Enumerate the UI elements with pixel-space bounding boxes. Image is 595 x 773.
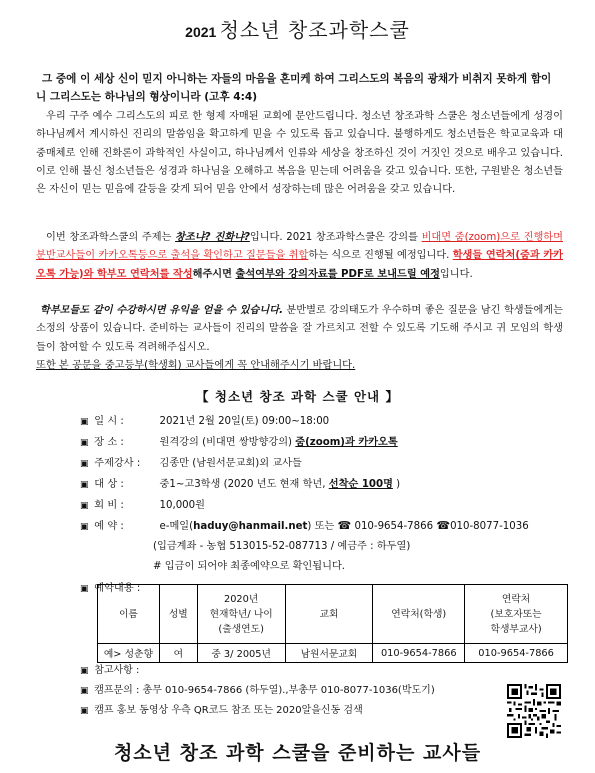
header-line: 현재학년/ 나이 [209,608,273,620]
place-value: 원격강의 (비대면 쌍방향강의) [159,437,296,448]
header-line: 이름 [118,608,138,620]
contact-notice: 학생들 연락처(줌과 카카오톡 가능)와 학부모 연락처를 작성 [36,250,563,280]
theme-paragraph [36,229,563,284]
note-ref [80,661,139,676]
box-bullet: ▣ [80,522,89,532]
pdf-notice: 출석여부와 강의자료를 PDF로 보내드릴 예정 [235,268,440,280]
reserve-phone-1: 010-9654-7866 [351,521,437,532]
phone-icon: ☎ [436,519,451,532]
table-header-row [98,585,568,644]
col-header-church [285,585,373,644]
account-note: # 입금이 되어야 최종예약으로 확인됩니다. [153,561,346,572]
registration-table [97,584,568,663]
header-line: 연락처 [501,593,531,605]
theme-text-f: 해주시면 [192,268,236,280]
page-title [0,14,595,43]
footer-signature: 청소년 창조 과학 스쿨을 준비하는 교사들 [113,742,482,764]
zoom-notice: 비대면 줌(zoom)으로 진행하며 분반교사들이 카카오톡등으로 출석을 확인하고 질문들을 취합 [36,232,563,262]
reserve-phone-2: 010-8077-1036 [450,521,529,532]
header-line: 교회 [319,608,339,620]
theme-text-h: 입니다. [439,268,473,280]
info-speaker [80,454,302,469]
cell-church: 남원서문교회 [285,644,373,663]
box-bullet: ▣ [80,501,89,511]
box-bullet: ▣ [80,480,89,490]
col-header-gender [159,585,197,644]
box-bullet: ▣ [80,459,89,469]
target-limit: 선착순 100명 [328,479,393,490]
info-date [80,412,329,427]
fee-label: 회 비 : [94,500,124,511]
reserve-email[interactable]: haduy@hanmail.net [193,521,308,532]
note-camp [80,681,435,696]
box-bullet: ▣ [80,584,89,594]
guide-title: 【 청소년 창조 과학 스쿨 안내 】 [196,389,399,404]
info-place [80,433,398,448]
info-reserve: ▣ 예 약 : e-메일(haduy@hanmail.net) 또는 ☎ 010-9654-7866 ☎010-8077-1036 [80,519,529,532]
box-bullet: ▣ [80,438,89,448]
theme-title: 창조냐? 진화냐? [175,232,250,243]
col-header-student-contact [373,585,465,644]
title-year: 2021 [185,24,217,40]
qr-code-icon[interactable] [507,684,561,738]
place-label: 장 소 : [94,437,124,448]
target-value: 중1~고3학생 (2020 년도 현재 학년, [159,479,329,490]
note-ref-label: 참고사항 : [94,665,140,676]
header-line: 연락처(학생) [391,608,447,620]
box-bullet: ▣ [80,417,89,427]
cell-name: 예> 성춘향 [98,644,160,663]
parents-notice: 학부모들도 같이 수강하시면 유익을 얻을 수 있습니다. [40,305,283,316]
fee-value: 10,000원 [159,500,205,511]
target-label: 대 상 : [94,479,124,490]
theme-text-a: 이번 창조과학스쿨의 주제는 [46,232,176,243]
reserve-label: 예 약 : [94,521,124,532]
theme-text-d: 하는 식으로 진행될 예정입니다. [308,250,453,262]
header-line: 학생부교사) [490,623,542,635]
header-line: (출생연도) [218,623,264,635]
title-name: 청소년 창조과학스쿨 [219,18,410,42]
col-header-name [98,585,160,644]
cell-grade: 중 3/ 2005년 [197,644,285,663]
date-label: 일 시 : [94,416,124,427]
speaker-label: 주제강사 : [94,458,141,469]
bible-verse: 그 중에 이 세상 신이 믿지 아니하는 자들의 마음을 혼미케 하여 그리스도의 복음의 광채가 비취지 못하게 함이니 그리스도는 하나님의 형상이니라 (고후 4:4) [36,73,552,103]
registration-label: 예약내용 : [94,583,141,594]
theme-text-b: 입니다. 2021 창조과학스쿨은 강의를 [249,232,422,243]
cell-gender: 여 [159,644,197,663]
col-header-guardian-contact [465,585,568,644]
date-value: 2021년 2월 20일(토) 09:00~18:00 [159,416,330,427]
parents-paragraph [36,302,563,375]
info-fee [80,496,205,511]
box-bullet: ▣ [80,686,89,696]
box-bullet: ▣ [80,706,89,716]
intro-paragraph: 우리 구주 예수 그리스도의 피로 한 형제 자매된 교회에 문안드립니다. 청소년 창조과학 스쿨은 청소년들에게 성경이 하나님께서 계시하신 진리의 말씀임을 확고하게 믿을 수 있도록 돕고 있습니다. 불행하게도 청소년들은 학교교육과 대중매체로 인해 진화론이 과학적인 사실이고, 하나님께서 인류와 세상을 창조하신 것이 거짓인 것으로 배우고 있습니다. 이로 인해 불신 청소년들은 성경과 하나님을 오해하고 복음을 믿는데 어려움을 갖고 있습니다. 또한, 구원받은 청소년들은 자신이 믿는 믿음에 갈등을 갖게 되어 믿음 안에서 성장하는데 많은 어려움을 갖고 있습니다. [36,111,563,196]
place-platform: 줌(zoom)과 카카오톡 [295,437,398,448]
phone-icon: ☎ [337,519,352,532]
header-line: (보호자또는 [490,608,542,620]
header-line: 성별 [168,608,188,620]
info-target: ▣ 대 상 : 중1~고3학생 (2020 년도 현재 학년, 선착순 100명 ) [80,475,400,490]
box-bullet: ▣ [80,666,89,676]
header-line: 2020년 [223,593,259,605]
parents-text: 분반별로 강의태도가 우수하며 좋은 질문을 남긴 학생들에게는 소정의 상품이 있습니다. 준비하는 교사들이 진리의 말씀을 잘 가르치고 전할 수 있도록 기도해 주시고 귀 모임의 학생들이 참여할 수 있도록 격려해주십시오. [36,305,563,353]
note-video [80,701,363,716]
account-info: (입금계좌 - 농협 513015-52-087713 / 예금주 : 하두열) [153,541,411,552]
cell-student-contact: 010-9654-7866 [373,644,465,663]
teacher-notice: 또한 본 공문을 중고등부(학생회) 교사들에게 꼭 안내해주시기 바랍니다. [36,359,356,371]
speaker-value: 김종만 (남원서문교회)외 교사들 [159,458,302,469]
note-camp-text: 캠프문의 : 총무 010-9654-7866 (하두열).,부총무 010-8077-1036(박도기) [94,685,435,696]
table-row [98,644,568,663]
cell-guardian-contact: 010-9654-7866 [465,644,568,663]
note-video-text: 캠프 홍보 동영상 우측 QR코드 참조 또는 2020알을신동 검색 [94,705,363,716]
col-header-grade [197,585,285,644]
